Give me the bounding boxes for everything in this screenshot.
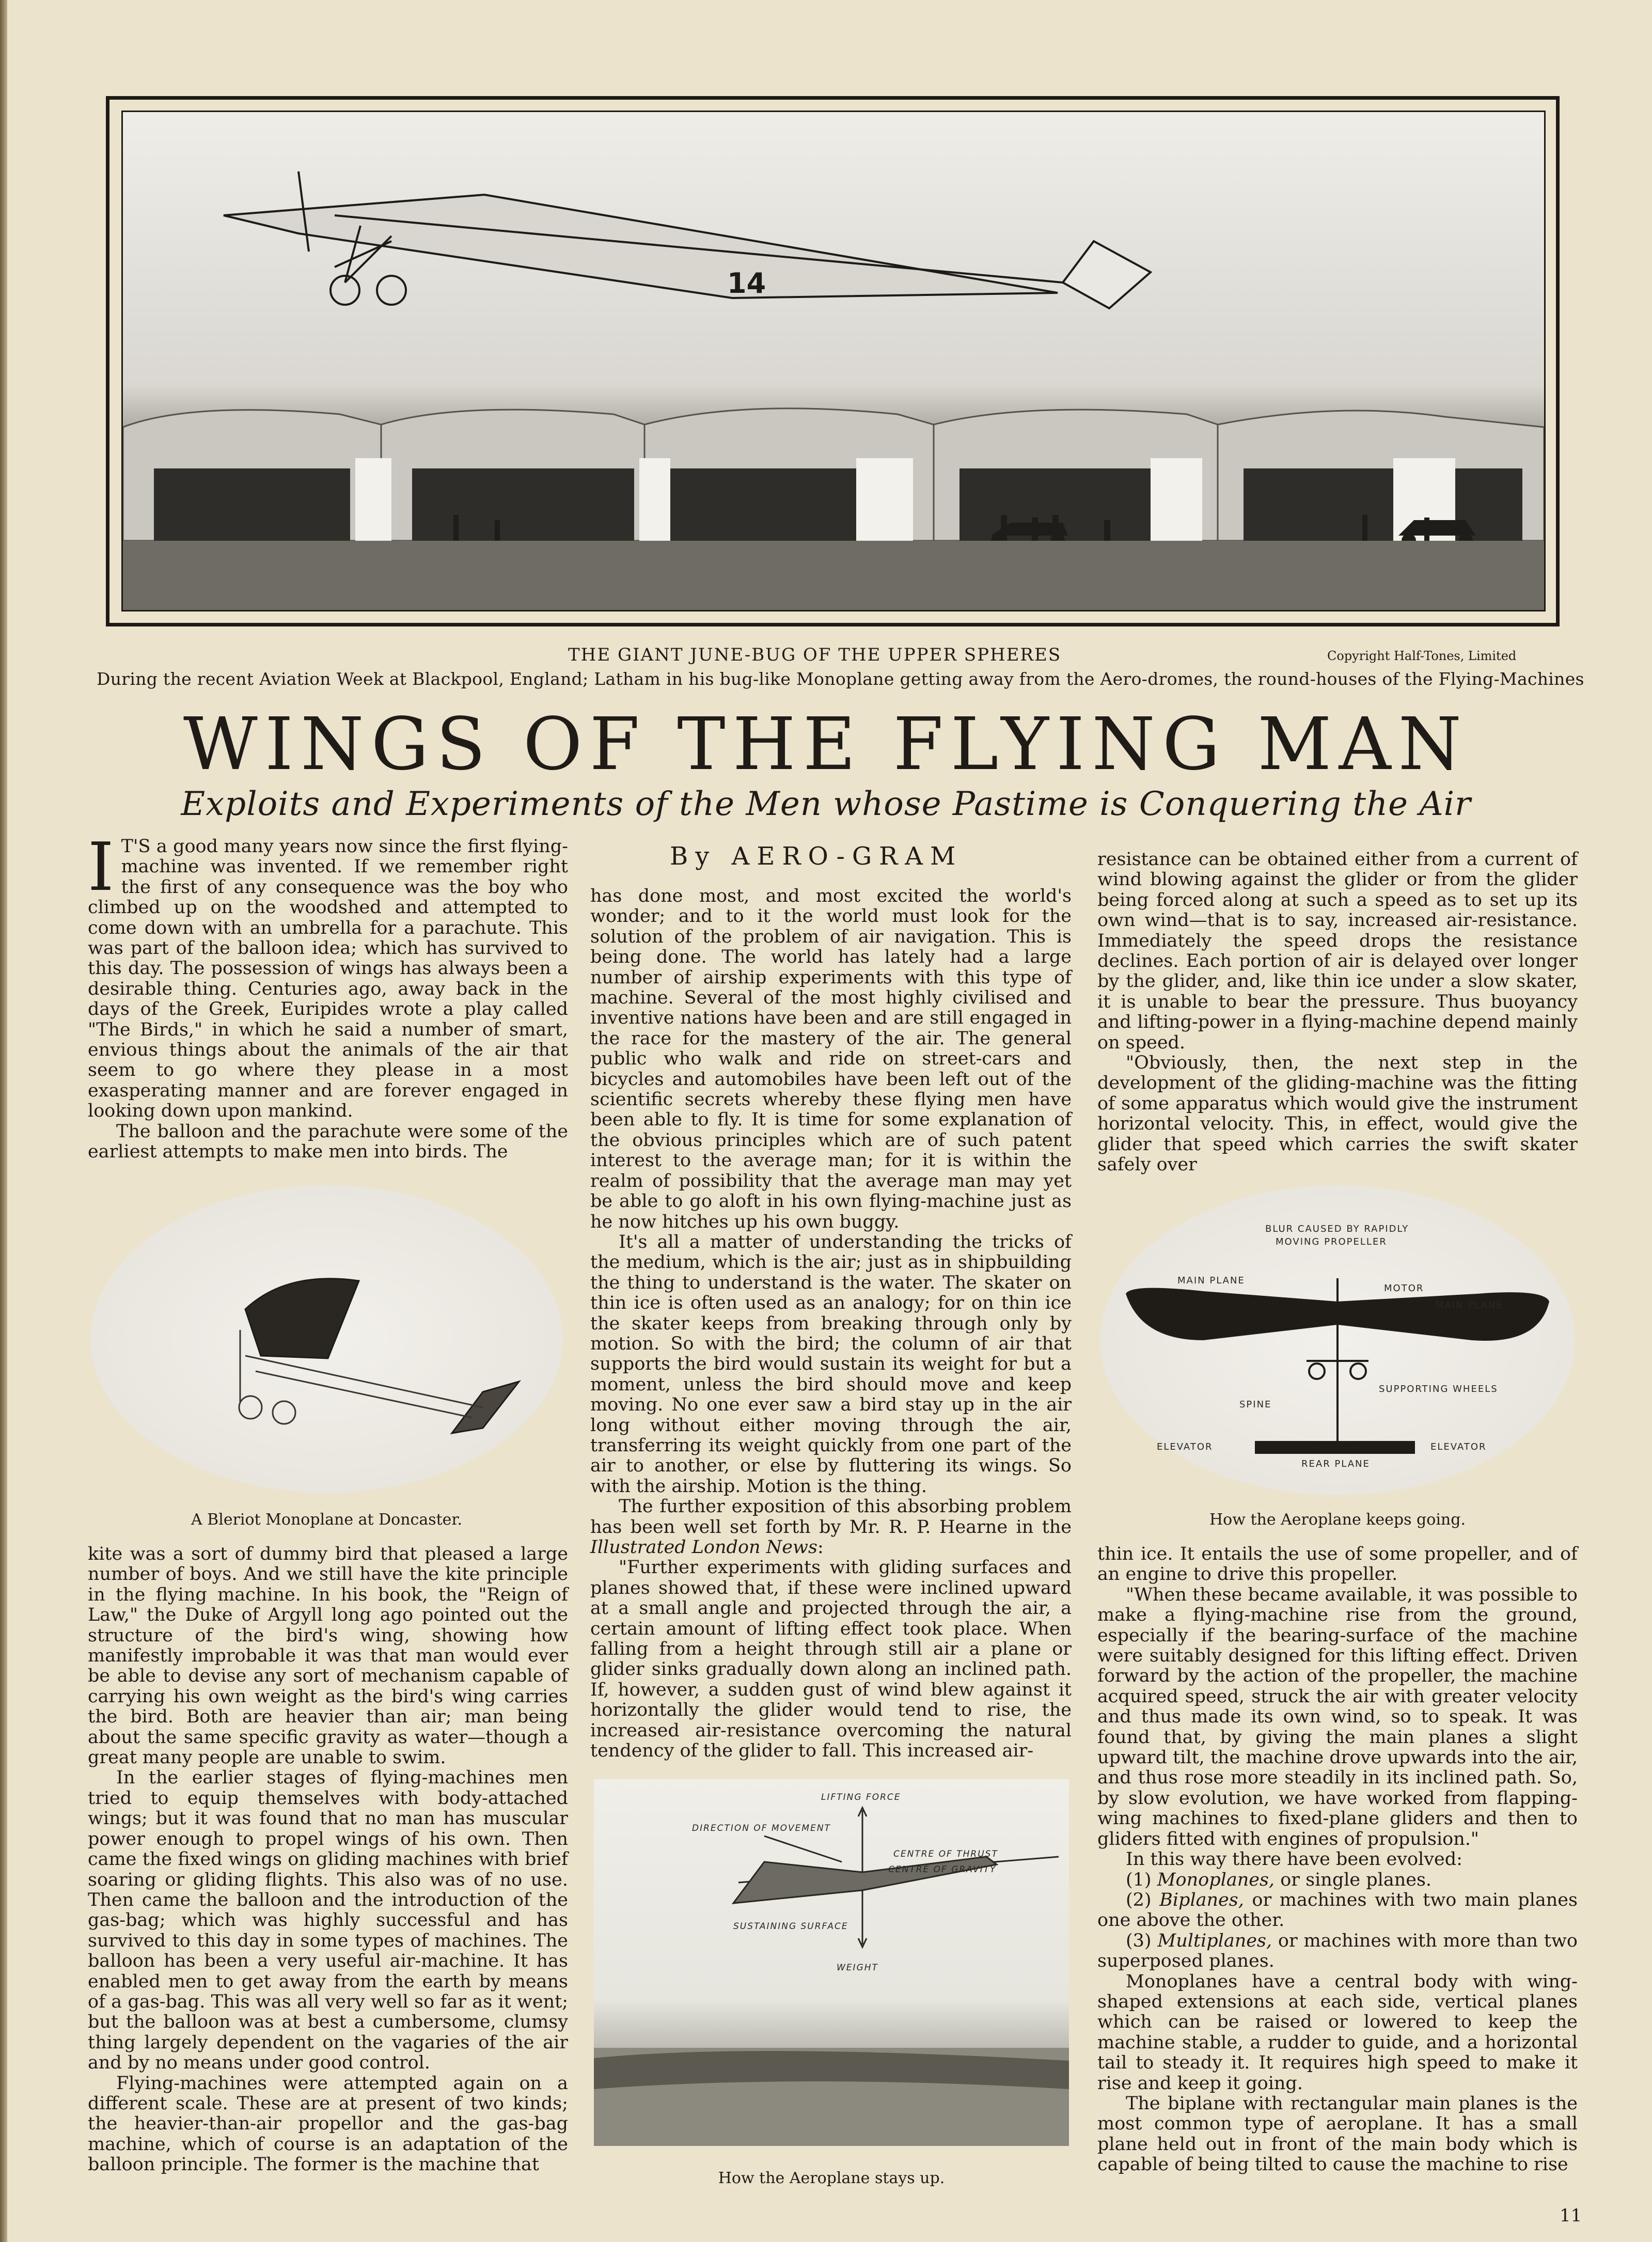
supporting-wheels-label: SUPPORTING WHEELS [1379,1384,1498,1394]
keeps-going-figure-caption: How the Aeroplane keeps going. [1209,1511,1466,1529]
photo-subcaption: During the recent Aviation Week at Blackpool, England; Latham in his bug-like Monoplane getting away from the Aero-dromes, the round-houses of the Flying-Machines [97,669,1584,689]
col2-paragraph-3-text: The further exposition of this absorbing problem has been well set forth by Mr. R. P. Hearne in the [590,1496,1072,1538]
list-term: Biplanes, [1159,1889,1244,1910]
col1-paragraph-3: kite was a sort of dummy bird that pleased a large number of boys. And we still have the kite principle in the flying machine. In his book, the "Reign of Law," the Duke of Argyll long ago pointed out the structure of the bird's wing, showing how manifestly improbable it was that man would ever be able to devise any sort of mechanism capable of carrying his own weight as the bird's wing carries the bird. Both are heavier than air; man being about the same specific gravity as water—though a great many people are unable to swim. [88,1544,568,1768]
list-item-multiplanes [1097,1931,1578,1972]
centre-of-gravity-label: CENTRE OF GRAVITY [888,1864,997,1875]
list-number: (3) [1126,1930,1152,1951]
col2-paragraph-3 [590,1497,1072,1558]
col3-paragraph-6: Monoplanes have a central body with wing-shaped extensions at each side, vertical planes which can be raised or lowered to keep the machine stable, a rudder to guide, and a horizontal tail to steady it. It requires high speed to make it rise and keep it going. [1097,1971,1578,2094]
list-term: Monoplanes, [1157,1869,1275,1890]
list-item-monoplanes [1097,1870,1578,1890]
column-1-bottom [88,1544,568,2175]
main-plane-left-label: MAIN PLANE [1177,1275,1245,1286]
col3-paragraph-3: thin ice. It entails the use of some propeller, and of an engine to drive this propeller. [1097,1544,1578,1585]
sustaining-surface-label: SUSTAINING SURFACE [733,1921,848,1932]
col2-paragraph-2: It's all a matter of understanding the tricks of the medium, which is the air; just as in shipbuilding the thing to understand is the water. The skater on thin ice is often used as an analogy; for on thin ice the skater keeps from breaking through only by motion. So with the bird; the column of air that supports the bird would sustain its weight for but a moment, unless the bird should move and keep moving. No one ever saw a bird stay up in the air long without either moving through the air, transferring its weight quickly from one part of the air to another, or else by fluttering its wings. So with the airship. Motion is the thing. [590,1231,1072,1497]
bleriot-monoplane-illustration [90,1185,563,1493]
direction-of-movement-label: DIRECTION OF MOVEMENT [692,1823,831,1833]
plane-parts-illustration [1100,1185,1575,1495]
drop-cap: I [88,829,114,906]
list-text: or single planes. [1275,1869,1432,1890]
forces-figure-caption: How the Aeroplane stays up. [718,2169,945,2187]
col2-paragraph-1: has done most, and most excited the world's wonder; and to it the world must look for the solution of the problem of air navigation. This is being done. The world has lately had a large number of airship experiments with this type of machine. Several of the most highly civilised and inventive nations have been and are still engaged in the race for the mastery of the air. The general public who walk and ride on street-cars and bicycles and automobiles have been left out of the scientific secrets whereby these flying men have been able to fly. It is time for some explanation of the obvious principles which are of such patent interest to the average man; for it is within the realm of possibility that the average man may yet be able to go aloft in his own flying-machine just as he now hitches up his own buggy. [590,886,1072,1232]
list-item-biplanes [1097,1890,1578,1931]
article-byline: By AERO-GRAM [670,842,963,871]
col3-paragraph-1: resistance can be obtained either from a current of wind blowing against the glider or from the glider being forced along at such a speed as to set up its own wind—that is to say, increased air-resistance. Immediately the speed drops the resistance declines. Each portion of air is delayed over longer by the glider, and, like thin ice under a slow skater, it is unable to bear the pressure. Thus buoyancy and lifting-power in a flying-machine depend mainly on speed. [1097,849,1578,1053]
main-plane-right-label: MAIN PLANE [1436,1300,1503,1311]
col3-paragraph-5: In this way there have been evolved: [1126,1849,1462,1870]
col2-paragraph-4: "Further experiments with gliding surfaces and planes showed that, if these were inclined upward at a small angle and projected through the air, a certain amount of lifting effect took place. When falling from a height through still air a plane or glider sinks gradually down along an inclined path. If, however, a sudden gust of wind blew against it horizontally the glider would tend to rise, the increased air-resistance overcoming the natural tendency of the glider to fall. This increased air- [590,1557,1072,1762]
aeroplane-keeps-going-diagram [1100,1185,1575,1495]
article-headline: WINGS OF THE FLYING MAN [183,702,1469,787]
publication-name: Illustrated London News [590,1537,817,1558]
col1-paragraph-2: The balloon and the parachute were some of the earliest attempts to make men into birds. The [88,1121,568,1163]
photo-caption-title: THE GIANT JUNE-BUG OF THE UPPER SPHERES [568,645,1062,665]
page-spine-edge [0,0,7,2242]
bleriot-monoplane-photo [90,1185,563,1493]
col3-paragraph-2: "Obviously, then, the next step in the development of the gliding-machine was the fitting of some apparatus which would give the instrument horizontal velocity. This, in effect, would give the glider that speed which carries the swift skater safely over [1097,1053,1578,1175]
col1-paragraph-1: T'S a good many years now since the first flying-machine was invented. If we remember right the first of any consequence was the boy who climbed up on the woodshed and attempted to come down with an umbrella for a parachute. This was part of the balloon idea; which has survived to this day. The possession of wings has always been a desirable thing. Centuries ago, away back in the days of the Greek, Euripides wrote a play called "The Birds," in which he said a number of smart, envious things about the animals of the air that seem to go where they please in a most exasperating manner and are forever engaged in looking down upon mankind. [88,836,568,1122]
plane-number: 14 [727,267,766,300]
list-number: (2) [1126,1889,1152,1910]
forces-diagram-illustration [594,1779,1069,2146]
centre-of-thrust-label: CENTRE OF THRUST [893,1849,998,1859]
blur-label-2: MOVING PROPELLER [1276,1236,1387,1247]
rear-plane-label: REAR PLANE [1301,1459,1370,1469]
column-1-top [88,829,568,1163]
column-2-top [590,886,1072,1761]
col3-paragraph-4: "When these became available, it was possible to make a flying-machine rise from the ground, especially if the bearing-surface of the machine were suitably designed for this lifting effect. Driven forward by the action of the propeller, the machine acquired speed, struck the air with greater velocity and thus made its own wind, so to speak. It was found that, by giving the main planes a slight upward tilt, the machine drove upwards into the air, and thus rose more steadily in its inclined path. So, by slow evolution, we have worked from flapping-wing machines to fixed-plane gliders and then to gliders fitted with engines of propulsion." [1097,1584,1578,1849]
col1-paragraph-4: In the earlier stages of flying-machines men tried to equip themselves with body-attached wings; but it was found that no man has muscular power enough to propel wings of his own. Then came the fixed wings on gliding machines with brief soaring or gliding flights. This also was of no use. Then came the balloon and the introduction of the gas-bag; which was highly successful and has survived to this day in some types of machines. The balloon has been a very useful air-machine. It has enabled men to get away from the earth by means of a gas-bag. This was all very well so far as it went; but the balloon was at best a cumbersome, clumsy thing largely dependent on the vagaries of the air and by no means under good control. [88,1767,568,2074]
top-photo [121,111,1546,612]
list-term: Multiplanes, [1157,1930,1272,1951]
elevator-left-label: ELEVATOR [1157,1441,1213,1452]
page-number: 11 [1560,2205,1582,2226]
col1-paragraph-5: Flying-machines were attempted again on a different scale. These are at present of two kinds; the heavier-than-air propellor and the gas-bag machine, which of course is an adaptation of the balloon principle. The former is the machine that [88,2073,568,2175]
list-text: or machines with two main planes one above the other. [1097,1889,1578,1931]
column-3-top [1097,850,1578,1175]
monoplane-over-hangars-illustration [123,112,1544,610]
elevator-right-label: ELEVATOR [1430,1441,1487,1452]
aeroplane-forces-diagram [594,1779,1069,2146]
lifting-force-label: LIFTING FORCE [821,1792,901,1802]
photo-credit: Copyright Half-Tones, Limited [1327,649,1517,663]
col3-paragraph-7: The biplane with rectangular main planes is the most common type of aeroplane. It has a small plane held out in front of the main body which is capable of being tilted to cause the machine to rise [1097,2093,1578,2175]
article-subheadline: Exploits and Experiments of the Men whose Pastime is Conquering the Air [181,785,1471,823]
motor-label: MOTOR [1384,1283,1424,1294]
col2-paragraph-3-colon: : [817,1537,824,1558]
column-3-bottom [1097,1544,1578,2175]
bleriot-figure-caption: A Bleriot Monoplane at Doncaster. [191,1511,463,1529]
photo-background [123,112,1544,610]
blur-label: BLUR CAUSED BY RAPIDLY [1265,1224,1409,1234]
weight-label: WEIGHT [837,1963,878,1973]
list-text: or machines with more than two superposed planes. [1097,1930,1578,1972]
list-number: (1) [1126,1869,1152,1890]
spine-label: SPINE [1239,1399,1272,1410]
